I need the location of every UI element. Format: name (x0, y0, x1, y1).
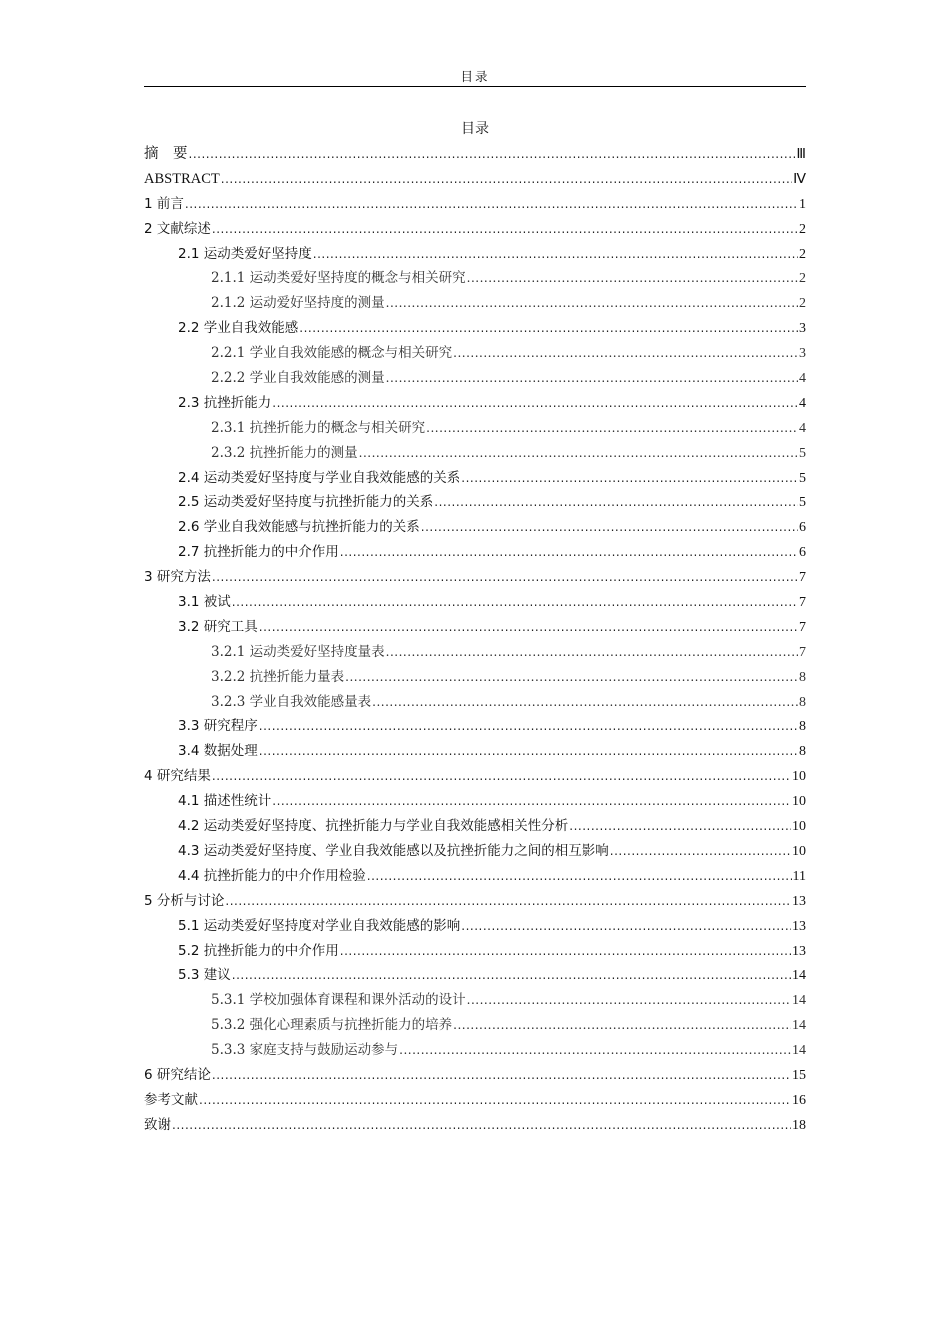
toc-entry-label: 2.4 运动类爱好坚持度与学业自我效能感的关系 (178, 469, 461, 486)
toc-dot-leader (199, 1090, 791, 1110)
toc-entry[interactable] (144, 1090, 806, 1115)
toc-dot-leader (272, 791, 791, 811)
toc-dot-leader (299, 318, 798, 338)
toc-entry[interactable] (144, 468, 806, 493)
toc-page-number: 14 (792, 1043, 806, 1059)
toc-dot-leader (372, 692, 798, 712)
toc-entry[interactable] (144, 542, 806, 567)
toc-dot-leader (421, 517, 798, 537)
toc-entry[interactable] (144, 667, 806, 692)
toc-page-number: 3 (799, 321, 806, 337)
toc-entry-label: 2.1.2 运动爱好坚持度的测量 (211, 295, 385, 312)
toc-entry[interactable] (144, 916, 806, 941)
toc-page-number: 14 (792, 993, 806, 1009)
toc-entry-label: 3.2.1 运动类爱好坚持度量表 (211, 643, 385, 660)
toc-entry[interactable] (144, 965, 806, 990)
toc-page-number: 4 (799, 420, 806, 436)
toc-entry-label: 2.2.2 学业自我效能感的测量 (211, 370, 385, 387)
toc-entry[interactable] (144, 990, 806, 1015)
toc-entry-label: 5.1 运动类爱好坚持度对学业自我效能感的影响 (178, 917, 461, 934)
toc-page-number: 11 (792, 868, 806, 884)
toc-entry[interactable] (144, 517, 806, 542)
toc-entry[interactable] (144, 716, 806, 741)
toc-page-number: 5 (799, 495, 806, 511)
toc-entry-label: 5.3.2 强化心理素质与抗挫折能力的培养 (211, 1017, 453, 1034)
toc-page-number: 2 (799, 296, 806, 312)
toc-dot-leader (461, 916, 791, 936)
toc-entry-label: 5.2 抗挫折能力的中介作用 (178, 942, 339, 959)
toc-entry-label: ABSTRACT (144, 170, 220, 187)
toc-dot-leader (313, 244, 798, 264)
toc-page-number: 2 (799, 221, 806, 237)
toc-page-number: 7 (799, 619, 806, 635)
toc-dot-leader (212, 1065, 791, 1085)
toc-entry-label: 2.2 学业自我效能感 (178, 320, 299, 337)
toc-dot-leader (172, 1115, 791, 1135)
toc-page-number: 7 (799, 595, 806, 611)
toc-dot-leader (212, 219, 798, 239)
running-header: 目录 (144, 68, 806, 87)
toc-entry[interactable] (144, 617, 806, 642)
toc-dot-leader (426, 418, 798, 438)
toc-entry[interactable] (144, 692, 806, 717)
toc-dot-leader (221, 169, 792, 189)
toc-dot-leader (272, 393, 798, 413)
toc-dot-leader (367, 866, 792, 886)
toc-page-number: 2 (799, 271, 806, 287)
toc-entry[interactable] (144, 318, 806, 343)
toc-entry-label: 4.2 运动类爱好坚持度、抗挫折能力与学业自我效能感相关性分析 (178, 818, 569, 835)
toc-page-number: 8 (799, 744, 806, 760)
toc-entry[interactable] (144, 443, 806, 468)
toc-entry-label: 4.4 抗挫折能力的中介作用检验 (178, 867, 366, 884)
toc-entry[interactable] (144, 841, 806, 866)
toc-title: 目录 (461, 121, 489, 137)
toc-entry[interactable] (144, 368, 806, 393)
toc-entry-label: 2.1.1 运动类爱好坚持度的概念与相关研究 (211, 270, 466, 287)
toc-entry[interactable] (144, 1015, 806, 1040)
toc-page-number: 10 (792, 769, 806, 785)
toc-dot-leader (467, 268, 798, 288)
toc-entry[interactable] (144, 268, 806, 293)
toc-dot-leader (259, 617, 798, 637)
table-of-contents (144, 144, 806, 1140)
toc-entry[interactable] (144, 219, 806, 244)
toc-page-number: 13 (792, 893, 806, 909)
toc-entry-label: 2.5 运动类爱好坚持度与抗挫折能力的关系 (178, 494, 434, 511)
toc-dot-leader (185, 194, 798, 214)
toc-page-number: 13 (792, 943, 806, 959)
toc-entry-label: 2.3.2 抗挫折能力的测量 (211, 444, 358, 461)
toc-entry-label: 2.7 抗挫折能力的中介作用 (178, 544, 339, 561)
toc-entry-label: 5.3.3 家庭支持与鼓励运动参与 (211, 1042, 399, 1059)
toc-page-number: 13 (792, 918, 806, 934)
toc-page-number: 7 (799, 644, 806, 660)
toc-dot-leader (259, 741, 798, 761)
toc-entry[interactable] (144, 393, 806, 418)
toc-page-number: 10 (792, 819, 806, 835)
toc-entry-label: 3.2.2 抗挫折能力量表 (211, 668, 345, 685)
toc-entry-label: 致谢 (144, 1116, 171, 1133)
toc-page-number: 18 (792, 1117, 806, 1133)
toc-entry[interactable] (144, 492, 806, 517)
toc-entry-label: 摘 要 (144, 146, 188, 162)
toc-entry-label: 2.1 运动类爱好坚持度 (178, 245, 312, 262)
toc-dot-leader (232, 592, 798, 612)
toc-entry-label: 2.6 学业自我效能感与抗挫折能力的关系 (178, 519, 420, 536)
toc-entry-label: 1 前言 (144, 195, 184, 212)
toc-entry-label: 4.1 描述性统计 (178, 793, 272, 810)
toc-entry[interactable] (144, 866, 806, 891)
toc-page-number: 10 (792, 843, 806, 859)
toc-dot-leader (259, 716, 798, 736)
toc-entry-label: 4 研究结果 (144, 768, 211, 785)
toc-entry[interactable] (144, 592, 806, 617)
toc-page-number: 8 (799, 669, 806, 685)
toc-dot-leader (434, 492, 798, 512)
toc-entry[interactable] (144, 244, 806, 269)
toc-entry[interactable] (144, 791, 806, 816)
toc-entry-label: 3.2.3 学业自我效能感量表 (211, 693, 372, 710)
toc-page-number: 14 (792, 1018, 806, 1034)
toc-entry[interactable] (144, 343, 806, 368)
toc-page-number: 6 (799, 545, 806, 561)
toc-dot-leader (453, 343, 798, 363)
toc-dot-leader (340, 542, 798, 562)
toc-dot-leader (345, 667, 798, 687)
toc-page-number: 5 (799, 470, 806, 486)
toc-page-number: 15 (792, 1067, 806, 1083)
toc-entry[interactable] (144, 642, 806, 667)
toc-entry[interactable] (144, 293, 806, 318)
toc-entry-label: 3.2 研究工具 (178, 618, 258, 635)
toc-entry-label: 6 研究结论 (144, 1066, 211, 1083)
toc-entry-label: 3.1 被试 (178, 594, 231, 611)
toc-dot-leader (359, 443, 798, 463)
toc-dot-leader (386, 642, 798, 662)
toc-dot-leader (386, 293, 798, 313)
toc-entry-label: 2.3 抗挫折能力 (178, 394, 272, 411)
toc-dot-leader (386, 368, 798, 388)
toc-page-number: 4 (799, 371, 806, 387)
toc-page-number: 1 (799, 196, 806, 212)
toc-entry-label: 2.3.1 抗挫折能力的概念与相关研究 (211, 419, 426, 436)
toc-dot-leader (461, 468, 798, 488)
toc-page-number: 6 (799, 520, 806, 536)
toc-dot-leader (212, 766, 791, 786)
toc-entry[interactable] (144, 1065, 806, 1090)
toc-dot-leader (569, 816, 791, 836)
toc-page-number: 16 (792, 1092, 806, 1108)
toc-entry[interactable] (144, 766, 806, 791)
toc-entry[interactable] (144, 418, 806, 443)
toc-page-number: 14 (792, 968, 806, 984)
toc-entry-label: 3 研究方法 (144, 569, 211, 586)
toc-entry[interactable] (144, 144, 806, 169)
toc-entry[interactable] (144, 941, 806, 966)
toc-page-number: 4 (799, 395, 806, 411)
toc-page-number: 8 (799, 719, 806, 735)
toc-entry[interactable] (144, 891, 806, 916)
toc-dot-leader (467, 990, 791, 1010)
toc-page-number: 5 (799, 445, 806, 461)
toc-dot-leader (212, 567, 798, 587)
toc-entry[interactable] (144, 1040, 806, 1065)
toc-entry-label: 5 分析与讨论 (144, 892, 225, 909)
toc-entry-label: 2.2.1 学业自我效能感的概念与相关研究 (211, 345, 453, 362)
toc-entry[interactable] (144, 741, 806, 766)
toc-page-number: 3 (799, 346, 806, 362)
toc-page-number: 2 (799, 246, 806, 262)
toc-entry-label: 4.3 运动类爱好坚持度、学业自我效能感以及抗挫折能力之间的相互影响 (178, 842, 609, 859)
toc-entry-label: 5.3.1 学校加强体育课程和课外活动的设计 (211, 992, 466, 1009)
toc-entry-label: 参考文献 (144, 1091, 198, 1108)
toc-entry[interactable] (144, 169, 806, 194)
toc-entry[interactable] (144, 194, 806, 219)
toc-dot-leader (399, 1040, 791, 1060)
toc-entry-label: 3.4 数据处理 (178, 743, 258, 760)
toc-entry[interactable] (144, 567, 806, 592)
toc-page-number: Ⅳ (793, 171, 806, 187)
toc-dot-leader (340, 941, 791, 961)
toc-page-number: 8 (799, 694, 806, 710)
toc-entry[interactable] (144, 816, 806, 841)
toc-page-number: 10 (792, 794, 806, 810)
toc-entry[interactable] (144, 1115, 806, 1140)
toc-entry-label: 5.3 建议 (178, 967, 231, 984)
toc-page-number: Ⅲ (796, 147, 806, 162)
toc-dot-leader (189, 144, 796, 164)
toc-dot-leader (610, 841, 791, 861)
toc-dot-leader (232, 965, 791, 985)
toc-entry-label: 2 文献综述 (144, 220, 211, 237)
toc-dot-leader (453, 1015, 791, 1035)
toc-dot-leader (225, 891, 791, 911)
toc-entry-label: 3.3 研究程序 (178, 718, 258, 735)
toc-page-number: 7 (799, 570, 806, 586)
